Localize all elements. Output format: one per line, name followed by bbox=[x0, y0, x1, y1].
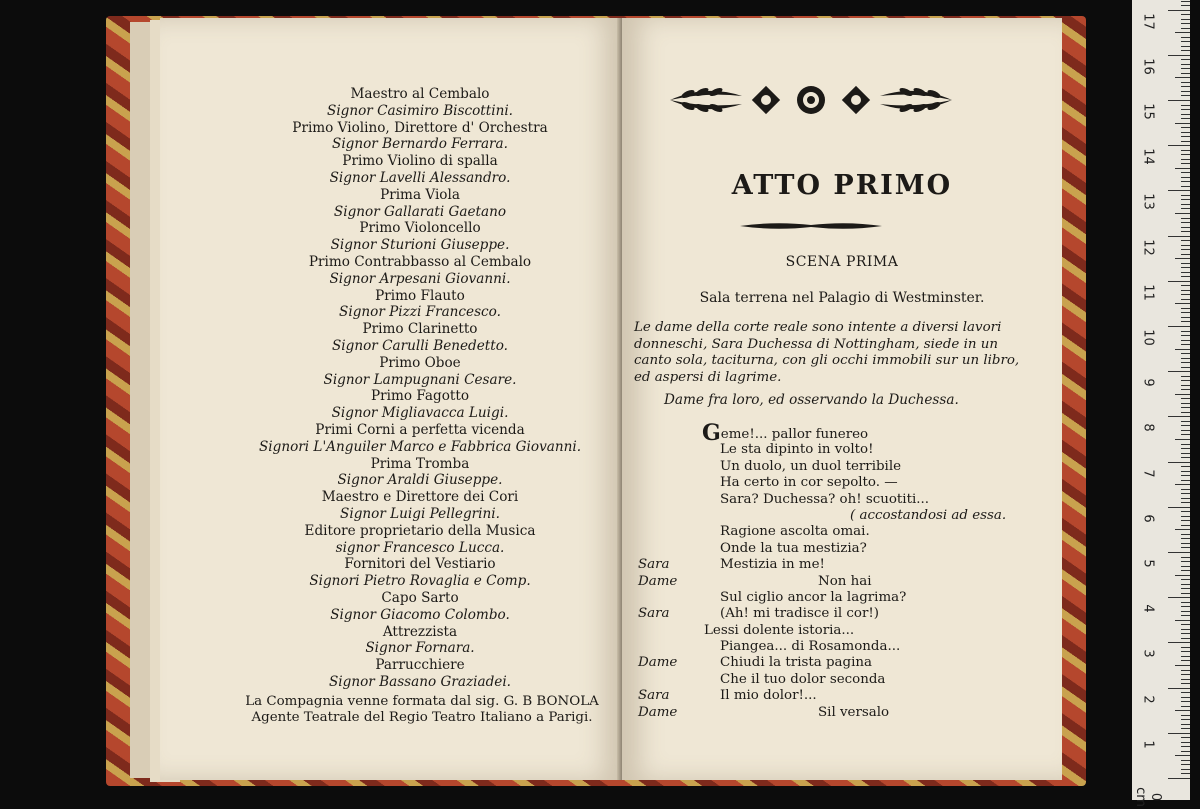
verse-text: Che il tuo dolor seconda bbox=[720, 671, 886, 687]
ruler-number: 4 bbox=[1140, 604, 1156, 613]
ruler-tick bbox=[1181, 344, 1190, 345]
ruler-number: 10 bbox=[1140, 329, 1156, 346]
divider-icon bbox=[740, 221, 882, 231]
credit-name: Signor Migliavacca Luigi. bbox=[331, 405, 509, 422]
ruler-tick bbox=[1181, 73, 1190, 74]
credit-role: Prima Tromba bbox=[370, 455, 470, 472]
ruler-tick bbox=[1181, 353, 1190, 354]
ruler-tick bbox=[1181, 557, 1190, 558]
ruler-tick bbox=[1181, 389, 1190, 390]
ruler-tick bbox=[1181, 82, 1190, 83]
ruler-tick bbox=[1181, 199, 1190, 200]
ruler-tick bbox=[1181, 181, 1190, 182]
ruler-tick bbox=[1181, 321, 1190, 322]
ruler-tick bbox=[1181, 683, 1190, 684]
act-title: ATTO PRIMO bbox=[731, 170, 953, 201]
ruler-tick bbox=[1181, 150, 1190, 151]
ruler-number: 14 bbox=[1140, 148, 1156, 165]
credit-role: Primo Violoncello bbox=[359, 220, 481, 237]
ruler-tick bbox=[1181, 163, 1190, 164]
verse-text: Sul ciglio ancor la lagrima? bbox=[720, 589, 907, 605]
ruler-tick bbox=[1168, 326, 1190, 327]
ornament-icon bbox=[666, 82, 956, 118]
verse-line bbox=[638, 442, 1038, 458]
speaker-label: Dame bbox=[638, 655, 678, 671]
ruler-tick bbox=[1181, 407, 1190, 408]
verse-line bbox=[638, 574, 1038, 590]
ruler-tick bbox=[1181, 19, 1190, 20]
ruler-tick bbox=[1181, 593, 1190, 594]
ruler-tick bbox=[1181, 290, 1190, 291]
ruler-tick bbox=[1175, 349, 1190, 350]
measuring-ruler bbox=[1132, 0, 1190, 807]
ruler-tick bbox=[1181, 312, 1190, 313]
ruler-tick bbox=[1181, 448, 1190, 449]
ruler-tick bbox=[1181, 706, 1190, 707]
credit-name: Signor Sturioni Giuseppe. bbox=[330, 237, 510, 254]
credit-name: Signor Bernardo Ferrara. bbox=[332, 136, 508, 153]
ruler-tick bbox=[1168, 507, 1190, 508]
ruler-tick bbox=[1181, 154, 1190, 155]
ruler-tick bbox=[1181, 86, 1190, 87]
verse-line bbox=[638, 688, 1038, 704]
company-note bbox=[232, 694, 612, 726]
ruler-tick bbox=[1181, 412, 1190, 413]
verse-line bbox=[638, 524, 1038, 540]
ruler-tick bbox=[1181, 331, 1190, 332]
ruler-tick bbox=[1181, 340, 1190, 341]
ruler-tick bbox=[1181, 64, 1190, 65]
ruler-tick bbox=[1181, 95, 1190, 96]
ruler-tick bbox=[1181, 14, 1190, 15]
credit-name: Signor Arpesani Giovanni. bbox=[329, 270, 511, 287]
ruler-tick bbox=[1181, 245, 1190, 246]
ruler-tick bbox=[1181, 638, 1190, 639]
speaker-label: Dame bbox=[638, 573, 678, 589]
ruler-tick bbox=[1175, 303, 1190, 304]
ruler-tick bbox=[1181, 195, 1190, 196]
ruler-tick bbox=[1181, 475, 1190, 476]
ruler-number: 7 bbox=[1140, 468, 1156, 478]
credit-role: Editore proprietario della Musica bbox=[304, 522, 536, 539]
ruler-tick bbox=[1175, 620, 1190, 621]
ruler-tick bbox=[1181, 547, 1190, 548]
ruler-tick bbox=[1181, 114, 1190, 115]
verse-text: Il mio dolor!... bbox=[720, 688, 817, 704]
ruler-tick bbox=[1181, 629, 1190, 630]
ruler-tick bbox=[1168, 416, 1190, 417]
verse-text: (Ah! mi tradisce il cor!) bbox=[720, 606, 879, 622]
credit-role: Primo Contrabbasso al Cembalo bbox=[308, 253, 532, 270]
ruler-tick bbox=[1181, 380, 1190, 381]
verse-line bbox=[638, 705, 1038, 721]
ruler-tick bbox=[1181, 159, 1190, 160]
ruler-tick bbox=[1181, 218, 1190, 219]
ruler-tick bbox=[1168, 145, 1190, 146]
ruler-tick bbox=[1181, 434, 1190, 435]
ruler-tick bbox=[1181, 231, 1190, 232]
ruler-number: 6 bbox=[1140, 514, 1156, 523]
ruler-tick bbox=[1181, 335, 1190, 336]
verse-line bbox=[638, 508, 1038, 524]
ruler-tick bbox=[1181, 272, 1190, 273]
ruler-tick bbox=[1175, 439, 1190, 440]
credit-role: Maestro al Cembalo bbox=[350, 86, 490, 102]
ruler-tick bbox=[1175, 32, 1190, 33]
verse-block bbox=[638, 420, 1038, 721]
ruler-tick bbox=[1168, 100, 1190, 101]
verse-line bbox=[638, 590, 1038, 606]
verse-line bbox=[638, 459, 1038, 475]
ruler-tick bbox=[1181, 674, 1190, 675]
ruler-tick bbox=[1181, 425, 1190, 426]
credit-name: Signor Carulli Benedetto. bbox=[331, 337, 508, 354]
ruler-tick bbox=[1181, 105, 1190, 106]
credit-name: signor Francesco Lucca. bbox=[335, 539, 505, 556]
verse-line bbox=[638, 639, 1038, 655]
verse-text: Un duolo, un duol terribile bbox=[720, 458, 902, 474]
ruler-tick bbox=[1168, 462, 1190, 463]
ruler-tick bbox=[1181, 746, 1190, 747]
ruler-tick bbox=[1181, 489, 1190, 490]
verse-text: Piangea... di Rosamonda... bbox=[720, 639, 901, 655]
credit-role: Attrezzista bbox=[382, 623, 458, 640]
ruler-tick bbox=[1181, 624, 1190, 625]
ruler-tick bbox=[1181, 46, 1190, 47]
ruler-tick bbox=[1175, 755, 1190, 756]
ruler-tick bbox=[1181, 1, 1190, 2]
ruler-tick bbox=[1181, 561, 1190, 562]
ruler-tick bbox=[1181, 403, 1190, 404]
ruler-tick bbox=[1168, 552, 1190, 553]
ruler-number: 13 bbox=[1140, 193, 1156, 211]
ruler-tick bbox=[1181, 294, 1190, 295]
ruler-tick bbox=[1181, 647, 1190, 648]
ruler-tick bbox=[1181, 367, 1190, 368]
credit-role: Primo Fagotto bbox=[371, 388, 469, 405]
credit-name: Signor Fornara. bbox=[365, 640, 475, 657]
verse-text: Le sta dipinto in volto! bbox=[720, 442, 874, 458]
ruler-tick bbox=[1181, 227, 1190, 228]
ruler-tick bbox=[1168, 10, 1190, 11]
verse-text: Ragione ascolta omai. bbox=[720, 524, 870, 540]
credit-role: Primo Clarinetto bbox=[362, 321, 478, 338]
ruler-tick bbox=[1181, 41, 1190, 42]
ruler-tick bbox=[1181, 127, 1190, 128]
ruler-number: 3 bbox=[1140, 649, 1156, 659]
ruler-tick bbox=[1181, 570, 1190, 571]
ruler-tick bbox=[1168, 597, 1190, 598]
credit-name: Signor Lampugnani Cesare. bbox=[323, 371, 517, 388]
credit-name: Signor Bassano Graziadei. bbox=[328, 673, 512, 690]
ruler-tick bbox=[1181, 751, 1190, 752]
left-page bbox=[160, 18, 622, 780]
ruler-tick bbox=[1181, 362, 1190, 363]
ruler-tick bbox=[1181, 5, 1190, 6]
speaker-label: Sara bbox=[638, 557, 670, 573]
credit-role: Prima Viola bbox=[380, 186, 460, 203]
ruler-tick bbox=[1181, 566, 1190, 567]
verse-text: Sara? Duchessa? oh! scuotiti... bbox=[720, 491, 930, 507]
ruler-tick bbox=[1181, 267, 1190, 268]
ruler-tick bbox=[1181, 240, 1190, 241]
ruler-tick bbox=[1181, 511, 1190, 512]
ruler-tick bbox=[1175, 394, 1190, 395]
ruler-tick bbox=[1181, 480, 1190, 481]
ruler-tick bbox=[1175, 258, 1190, 259]
ruler-tick bbox=[1181, 516, 1190, 517]
credit-role: Capo Sarto bbox=[381, 589, 459, 606]
ruler-tick bbox=[1168, 688, 1190, 689]
ruler-tick bbox=[1181, 520, 1190, 521]
credit-name: Signori L'Anguiler Marco e Fabbrica Giovanni. bbox=[258, 438, 582, 455]
credit-name: Signor Pizzi Francesco. bbox=[339, 304, 501, 321]
ruler-tick bbox=[1181, 453, 1190, 454]
credit-role: Primo Flauto bbox=[375, 287, 465, 304]
ruler-tick bbox=[1181, 50, 1190, 51]
ruler-tick bbox=[1181, 466, 1190, 467]
ruler-tick bbox=[1181, 109, 1190, 110]
ruler-number: 2 bbox=[1140, 694, 1156, 704]
credit-role: Primo Oboe bbox=[379, 354, 461, 371]
ruler-tick bbox=[1181, 172, 1190, 173]
verse-line bbox=[638, 492, 1038, 508]
ruler-tick bbox=[1181, 308, 1190, 309]
ruler-number: 9 bbox=[1140, 378, 1156, 387]
ruler-tick bbox=[1175, 575, 1190, 576]
ruler-tick bbox=[1181, 398, 1190, 399]
verse-text: Non hai bbox=[818, 573, 872, 589]
scene-title: SCENA PRIMA bbox=[785, 254, 899, 270]
ruler-tick bbox=[1168, 371, 1190, 372]
ruler-tick bbox=[1181, 376, 1190, 377]
verse-text: ( accostandosi ad essa. bbox=[850, 507, 1007, 523]
credits-list bbox=[240, 86, 600, 725]
ruler-tick bbox=[1181, 611, 1190, 612]
ruler-number: 5 bbox=[1140, 559, 1156, 568]
ruler-tick bbox=[1175, 710, 1190, 711]
ruler-number: 16 bbox=[1140, 58, 1156, 75]
speaker-label: Sara bbox=[638, 688, 670, 704]
ruler-tick bbox=[1181, 91, 1190, 92]
ruler-tick bbox=[1181, 68, 1190, 69]
verse-line bbox=[638, 475, 1038, 491]
verse-text: Sil versalo bbox=[818, 704, 890, 720]
credit-name: Signor Araldi Giuseppe. bbox=[337, 472, 503, 489]
ruler-number: 8 bbox=[1140, 423, 1156, 433]
ruler-tick bbox=[1168, 281, 1190, 282]
scene-setting: Sala terrena nel Palagio di Westminster. bbox=[699, 290, 985, 306]
ruler-number: 15 bbox=[1140, 103, 1156, 120]
ruler-tick bbox=[1181, 444, 1190, 445]
ruler-tick bbox=[1175, 213, 1190, 214]
speaker-label: Dame bbox=[638, 704, 678, 720]
credit-name: Signor Casimiro Biscottini. bbox=[327, 102, 513, 119]
ruler-tick bbox=[1181, 760, 1190, 761]
ruler-tick bbox=[1181, 737, 1190, 738]
verse-line bbox=[638, 606, 1038, 622]
ruler-tick bbox=[1168, 190, 1190, 191]
ruler-tick bbox=[1181, 606, 1190, 607]
ruler-tick bbox=[1181, 602, 1190, 603]
ruler-tick bbox=[1181, 254, 1190, 255]
ruler-tick bbox=[1181, 534, 1190, 535]
ruler-tick bbox=[1181, 692, 1190, 693]
verse-line bbox=[638, 557, 1038, 573]
credit-role: Primo Violino di spalla bbox=[342, 153, 498, 170]
ruler-tick bbox=[1181, 773, 1190, 774]
ruler-tick bbox=[1181, 385, 1190, 386]
ruler-tick bbox=[1181, 358, 1190, 359]
ruler-tick bbox=[1181, 764, 1190, 765]
verse-line bbox=[638, 655, 1038, 671]
ruler-tick bbox=[1181, 263, 1190, 264]
ruler-tick bbox=[1181, 421, 1190, 422]
ruler-tick bbox=[1181, 37, 1190, 38]
credit-name: Signor Giacomo Colombo. bbox=[330, 606, 510, 623]
credit-name: Signor Gallarati Gaetano bbox=[333, 203, 507, 220]
ruler-tick bbox=[1181, 697, 1190, 698]
verse-line bbox=[638, 541, 1038, 557]
ruler-tick bbox=[1181, 724, 1190, 725]
ruler-tick bbox=[1181, 186, 1190, 187]
right-page bbox=[622, 18, 1062, 780]
verse-text: Onde la tua mestizia? bbox=[720, 540, 867, 556]
ruler-tick bbox=[1181, 141, 1190, 142]
ruler-tick bbox=[1181, 701, 1190, 702]
ruler-tick bbox=[1181, 430, 1190, 431]
ruler-tick bbox=[1181, 59, 1190, 60]
ruler-tick bbox=[1181, 728, 1190, 729]
ruler-tick bbox=[1181, 136, 1190, 137]
ruler-tick bbox=[1181, 299, 1190, 300]
verse-line bbox=[638, 420, 1038, 446]
verse-line bbox=[638, 623, 1038, 639]
ruler-tick bbox=[1181, 23, 1190, 24]
ruler-tick bbox=[1181, 502, 1190, 503]
ruler-tick bbox=[1181, 471, 1190, 472]
ruler-tick bbox=[1181, 317, 1190, 318]
ruler-tick bbox=[1181, 742, 1190, 743]
ruler-tick bbox=[1168, 642, 1190, 643]
ruler-tick bbox=[1175, 168, 1190, 169]
verse-text: Lessi dolente istoria... bbox=[704, 622, 855, 638]
ruler-tick bbox=[1168, 733, 1190, 734]
ruler-tick bbox=[1175, 665, 1190, 666]
ruler-tick bbox=[1181, 132, 1190, 133]
ruler-tick bbox=[1181, 498, 1190, 499]
ruler-tick bbox=[1181, 543, 1190, 544]
ruler-tick bbox=[1181, 615, 1190, 616]
ruler-number: 1 bbox=[1140, 740, 1156, 749]
ruler-tick bbox=[1181, 719, 1190, 720]
verse-text: Ha certo in cor sepolto. — bbox=[720, 475, 898, 491]
credit-name: Signor Luigi Pellegrini. bbox=[340, 505, 500, 522]
ruler-tick bbox=[1175, 529, 1190, 530]
ruler-tick bbox=[1181, 249, 1190, 250]
ruler-tick bbox=[1181, 633, 1190, 634]
verse-text: Geme!... pallor funereo bbox=[702, 420, 869, 446]
ruler-tick bbox=[1175, 484, 1190, 485]
credit-role: Primo Violino, Direttore d' Orchestra bbox=[292, 119, 548, 136]
ruler-tick bbox=[1168, 778, 1190, 779]
ruler-tick bbox=[1181, 525, 1190, 526]
ruler-tick bbox=[1181, 208, 1190, 209]
ruler-tick bbox=[1181, 285, 1190, 286]
credit-name: Signori Pietro Rovaglia e Comp. bbox=[309, 573, 531, 590]
ruler-tick bbox=[1181, 177, 1190, 178]
ruler-tick bbox=[1181, 493, 1190, 494]
ruler-tick bbox=[1175, 77, 1190, 78]
verse-text: Mestizia in me! bbox=[720, 557, 825, 573]
credit-role: Fornitori del Vestiario bbox=[344, 556, 496, 573]
credit-role: Parrucchiere bbox=[375, 657, 465, 674]
ruler-tick bbox=[1181, 276, 1190, 277]
ruler-tick bbox=[1181, 204, 1190, 205]
ruler-tick bbox=[1181, 579, 1190, 580]
credit-role: Maestro e Direttore dei Cori bbox=[321, 489, 519, 506]
ruler-tick bbox=[1181, 28, 1190, 29]
ruler-tick bbox=[1181, 588, 1190, 589]
verse-text: Chiudi la trista pagina bbox=[720, 655, 872, 671]
speaker-label: Sara bbox=[638, 606, 670, 622]
ruler-number: 0 cm bbox=[1133, 787, 1163, 807]
ruler-tick bbox=[1181, 222, 1190, 223]
ruler-tick bbox=[1181, 538, 1190, 539]
ruler-tick bbox=[1181, 656, 1190, 657]
ruler-tick bbox=[1181, 660, 1190, 661]
stage-direction: Le dame della corte reale sono intente a diversi lavori donneschi, Sara Duchessa di Nottingham, siede in un canto sola, taciturna, con gli occhi immobili sur un libro, ed aspersi di lagrime. bbox=[634, 320, 1020, 385]
ruler-tick bbox=[1175, 123, 1190, 124]
ruler-tick bbox=[1168, 55, 1190, 56]
ruler-number: 17 bbox=[1140, 12, 1156, 30]
credit-role: Primi Corni a perfetta vicenda bbox=[315, 421, 525, 438]
ruler-tick bbox=[1181, 118, 1190, 119]
ruler-tick bbox=[1181, 679, 1190, 680]
note-line-1: La Compagnia venne formata dal sig. G. B BONOLA bbox=[245, 694, 599, 709]
credit-name: Signor Lavelli Alessandro. bbox=[329, 169, 511, 186]
ruler-tick bbox=[1181, 651, 1190, 652]
dame-intro: Dame fra loro, ed osservando la Duchessa. bbox=[664, 392, 959, 408]
ruler-number: 11 bbox=[1140, 284, 1156, 301]
ruler-tick bbox=[1181, 457, 1190, 458]
ruler-tick bbox=[1181, 670, 1190, 671]
ruler-tick bbox=[1168, 236, 1190, 237]
note-line-2: Agente Teatrale del Regio Teatro Italiano a Parigi. bbox=[251, 710, 593, 725]
ruler-number: 12 bbox=[1140, 238, 1156, 256]
verse-line bbox=[638, 672, 1038, 688]
ruler-tick bbox=[1181, 584, 1190, 585]
ruler-tick bbox=[1181, 769, 1190, 770]
ruler-tick bbox=[1181, 715, 1190, 716]
